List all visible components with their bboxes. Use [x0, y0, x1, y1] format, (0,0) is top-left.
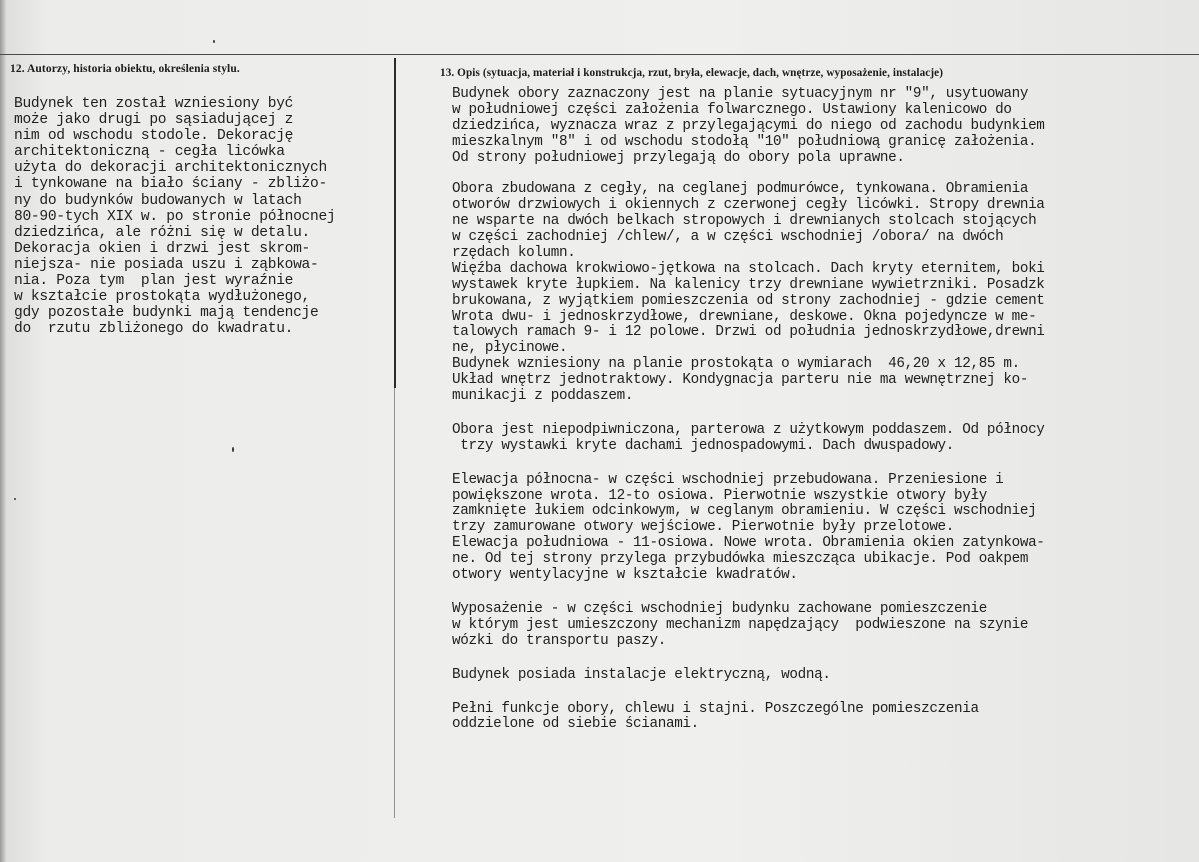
scan-edge-shadow — [0, 0, 6, 862]
text-line: powiększone wrota. 12-to osiowa. Pierwotnie wszystkie otwory były — [452, 487, 987, 504]
text-line: użyta do dekoracji architektonicznych — [14, 160, 327, 177]
text-line: Elewacja północna- w części wschodniej przebudowana. Przeniesione i — [452, 471, 1004, 488]
text-line: niejsza- nie posiada uszu i ząbkowa- — [14, 256, 319, 273]
column-divider — [394, 58, 396, 388]
text-line: Od strony południowej przylegają do obory pola uprawne. — [452, 149, 905, 166]
text-line: brukowana, z wyjątkiem pomieszczenia od strony zachodniej - gdzie cement — [452, 292, 1045, 309]
text-line: trzy zamurowane otwory wejściowe. Pierwotnie były przelotowe. — [452, 519, 955, 536]
scan-speck — [232, 447, 234, 452]
column-divider-faint — [394, 388, 395, 818]
text-line: w którym jest umieszczony mechanizm napędzający podwieszone na szynie — [452, 616, 1029, 633]
text-line: Obora jest niepodpiwniczona, parterowa z użytkowym poddaszem. Od północy — [452, 421, 1045, 438]
text-line: mieszkalnym "8" i od wschodu stodołą "10" południową granicę założenia. — [452, 133, 1037, 150]
text-line: i tynkowane na biało ściany - zbliżo- — [14, 176, 327, 193]
paragraph-gap — [452, 166, 1045, 182]
paragraph-gap — [452, 650, 1045, 668]
text-line: Budynek posiada instalacje elektryczną, wodną. — [452, 666, 831, 683]
text-line: Budynek ten został wzniesiony być — [14, 96, 294, 112]
text-line: nia. Poza tym plan jest wyraźnie — [14, 273, 294, 290]
text-line: architektoniczną - cegła licówka — [14, 144, 285, 161]
text-line: w części zachodniej /chlew/, a w części wschodniej /obora/ na dwóch — [452, 229, 1004, 246]
text-line: wózki do transportu paszy. — [452, 632, 666, 649]
text-line: talowych ramach 9- i 12 polowe. Drzwi od południa jednoskrzydłowe,drewni — [452, 324, 1045, 341]
text-line: 80-90-tych XIX w. po stronie północnej — [14, 208, 336, 225]
text-line: ne wsparte na dwóch belkach stropowych i drewnianych stolcach stojących — [452, 213, 1037, 230]
text-line: dziedzińca, ale różni się w detalu. — [14, 224, 311, 241]
scan-speck — [213, 40, 215, 43]
text-line: ne, płycinowe. — [452, 340, 568, 357]
text-line: Budynek wzniesiony na planie prostokąta o wymiarach 46,20 x 12,85 m. — [452, 356, 1020, 373]
text-line: Wyposażenie - w części wschodniej budynku zachowane pomieszczenie — [452, 600, 987, 617]
text-line: może jako drugi po sąsiadującej z — [14, 112, 294, 129]
text-line: do rzutu zbliżonego do kwadratu. — [14, 321, 294, 338]
text-line: Obora zbudowana z cegły, na ceglanej podmurówce, tynkowana. Obramienia — [452, 181, 1029, 198]
text-line: Więźba dachowa krokwiowo-jętkowa na stolcach. Dach kryty eternitem, boki — [452, 260, 1045, 277]
paragraph — [452, 602, 1045, 650]
text-line: Pełni funkcje obory, chlewu i stajni. Poszczególne pomieszczenia — [452, 700, 979, 717]
text-line: w kształcie prostokąta wydłużonego, — [14, 289, 311, 306]
text-line: Budynek obory zaznaczony jest na planie sytuacyjnym nr "9", usytuowany — [452, 86, 1029, 102]
text-line: wystawek kryte łupkiem. Na kalenicy trzy drewniane wywietrzniki. Posadzk — [452, 276, 1045, 293]
text-line: Wrota dwu- i jednoskrzydłowe, drewniane, deskowe. Okna pojedyncze w me- — [452, 308, 1037, 325]
paragraph-gap — [452, 684, 1045, 702]
paragraph — [452, 668, 1045, 684]
text-line: trzy wystawki kryte dachami jednospadowymi. Dach dwuspadowy. — [452, 437, 955, 454]
text-line: Dekoracja okien i drzwi jest skrom- — [14, 240, 311, 257]
text-line: oddzielone od siebie ścianami. — [452, 716, 699, 733]
paragraph — [452, 87, 1045, 166]
text-line: rzędach kolumn. — [452, 245, 576, 262]
text-line: munikacji z poddaszem. — [452, 388, 634, 405]
section-13-heading: 13. Opis (sytuacja, materiał i konstrukcja, rzut, bryła, elewacje, dach, wnętrze, wyposażenie, instalacje) — [440, 67, 944, 79]
text-line: nim od wschodu stodole. Dekorację — [14, 128, 294, 145]
paragraph — [452, 702, 1045, 734]
text-line: gdy pozostałe budynki mają tendencje — [14, 305, 319, 322]
text-line: dziedzińca, wyznacza wraz z przylegającymi do niego od zachodu budynkiem — [452, 117, 1045, 134]
paragraph-gap — [452, 584, 1045, 602]
paragraph — [452, 357, 1045, 405]
paragraph-gap — [452, 455, 1045, 473]
paragraph — [452, 182, 1045, 357]
scan-speck — [14, 498, 16, 500]
paragraph — [452, 423, 1045, 455]
paragraph-gap — [452, 405, 1045, 423]
top-rule-line — [0, 54, 1199, 55]
text-line: otworów drzwiowych i okiennych z czerwonej cegły licówki. Stropy drewnia — [452, 197, 1045, 214]
text-line: Elewacja południowa - 11-osiowa. Nowe wrota. Obramienia okien zatynkowa- — [452, 535, 1045, 552]
text-line: ny do budynków budowanych w latach — [14, 192, 302, 209]
section-12-heading: 12. Autorzy, historia obiektu, określenia stylu. — [10, 63, 240, 75]
text-line: Układ wnętrz jednotraktowy. Kondygnacja parteru nie ma wewnętrznej ko- — [452, 372, 1029, 389]
section-12-text — [14, 96, 335, 337]
text-line: w południowej części założenia folwarcznego. Ustawiony kalenicowo do — [452, 101, 1012, 118]
text-line: otwory wentylacyjne w kształcie kwadratów. — [452, 567, 798, 584]
paragraph — [452, 473, 1045, 584]
section-13-text — [452, 87, 1045, 733]
text-line: zamknięte łukiem odcinkowym, w ceglanym obramieniu. W części wschodniej — [452, 503, 1037, 520]
text-line: ne. Od tej strony przylega przybudówka mieszcząca ubikacje. Pod oakpem — [452, 551, 1029, 568]
